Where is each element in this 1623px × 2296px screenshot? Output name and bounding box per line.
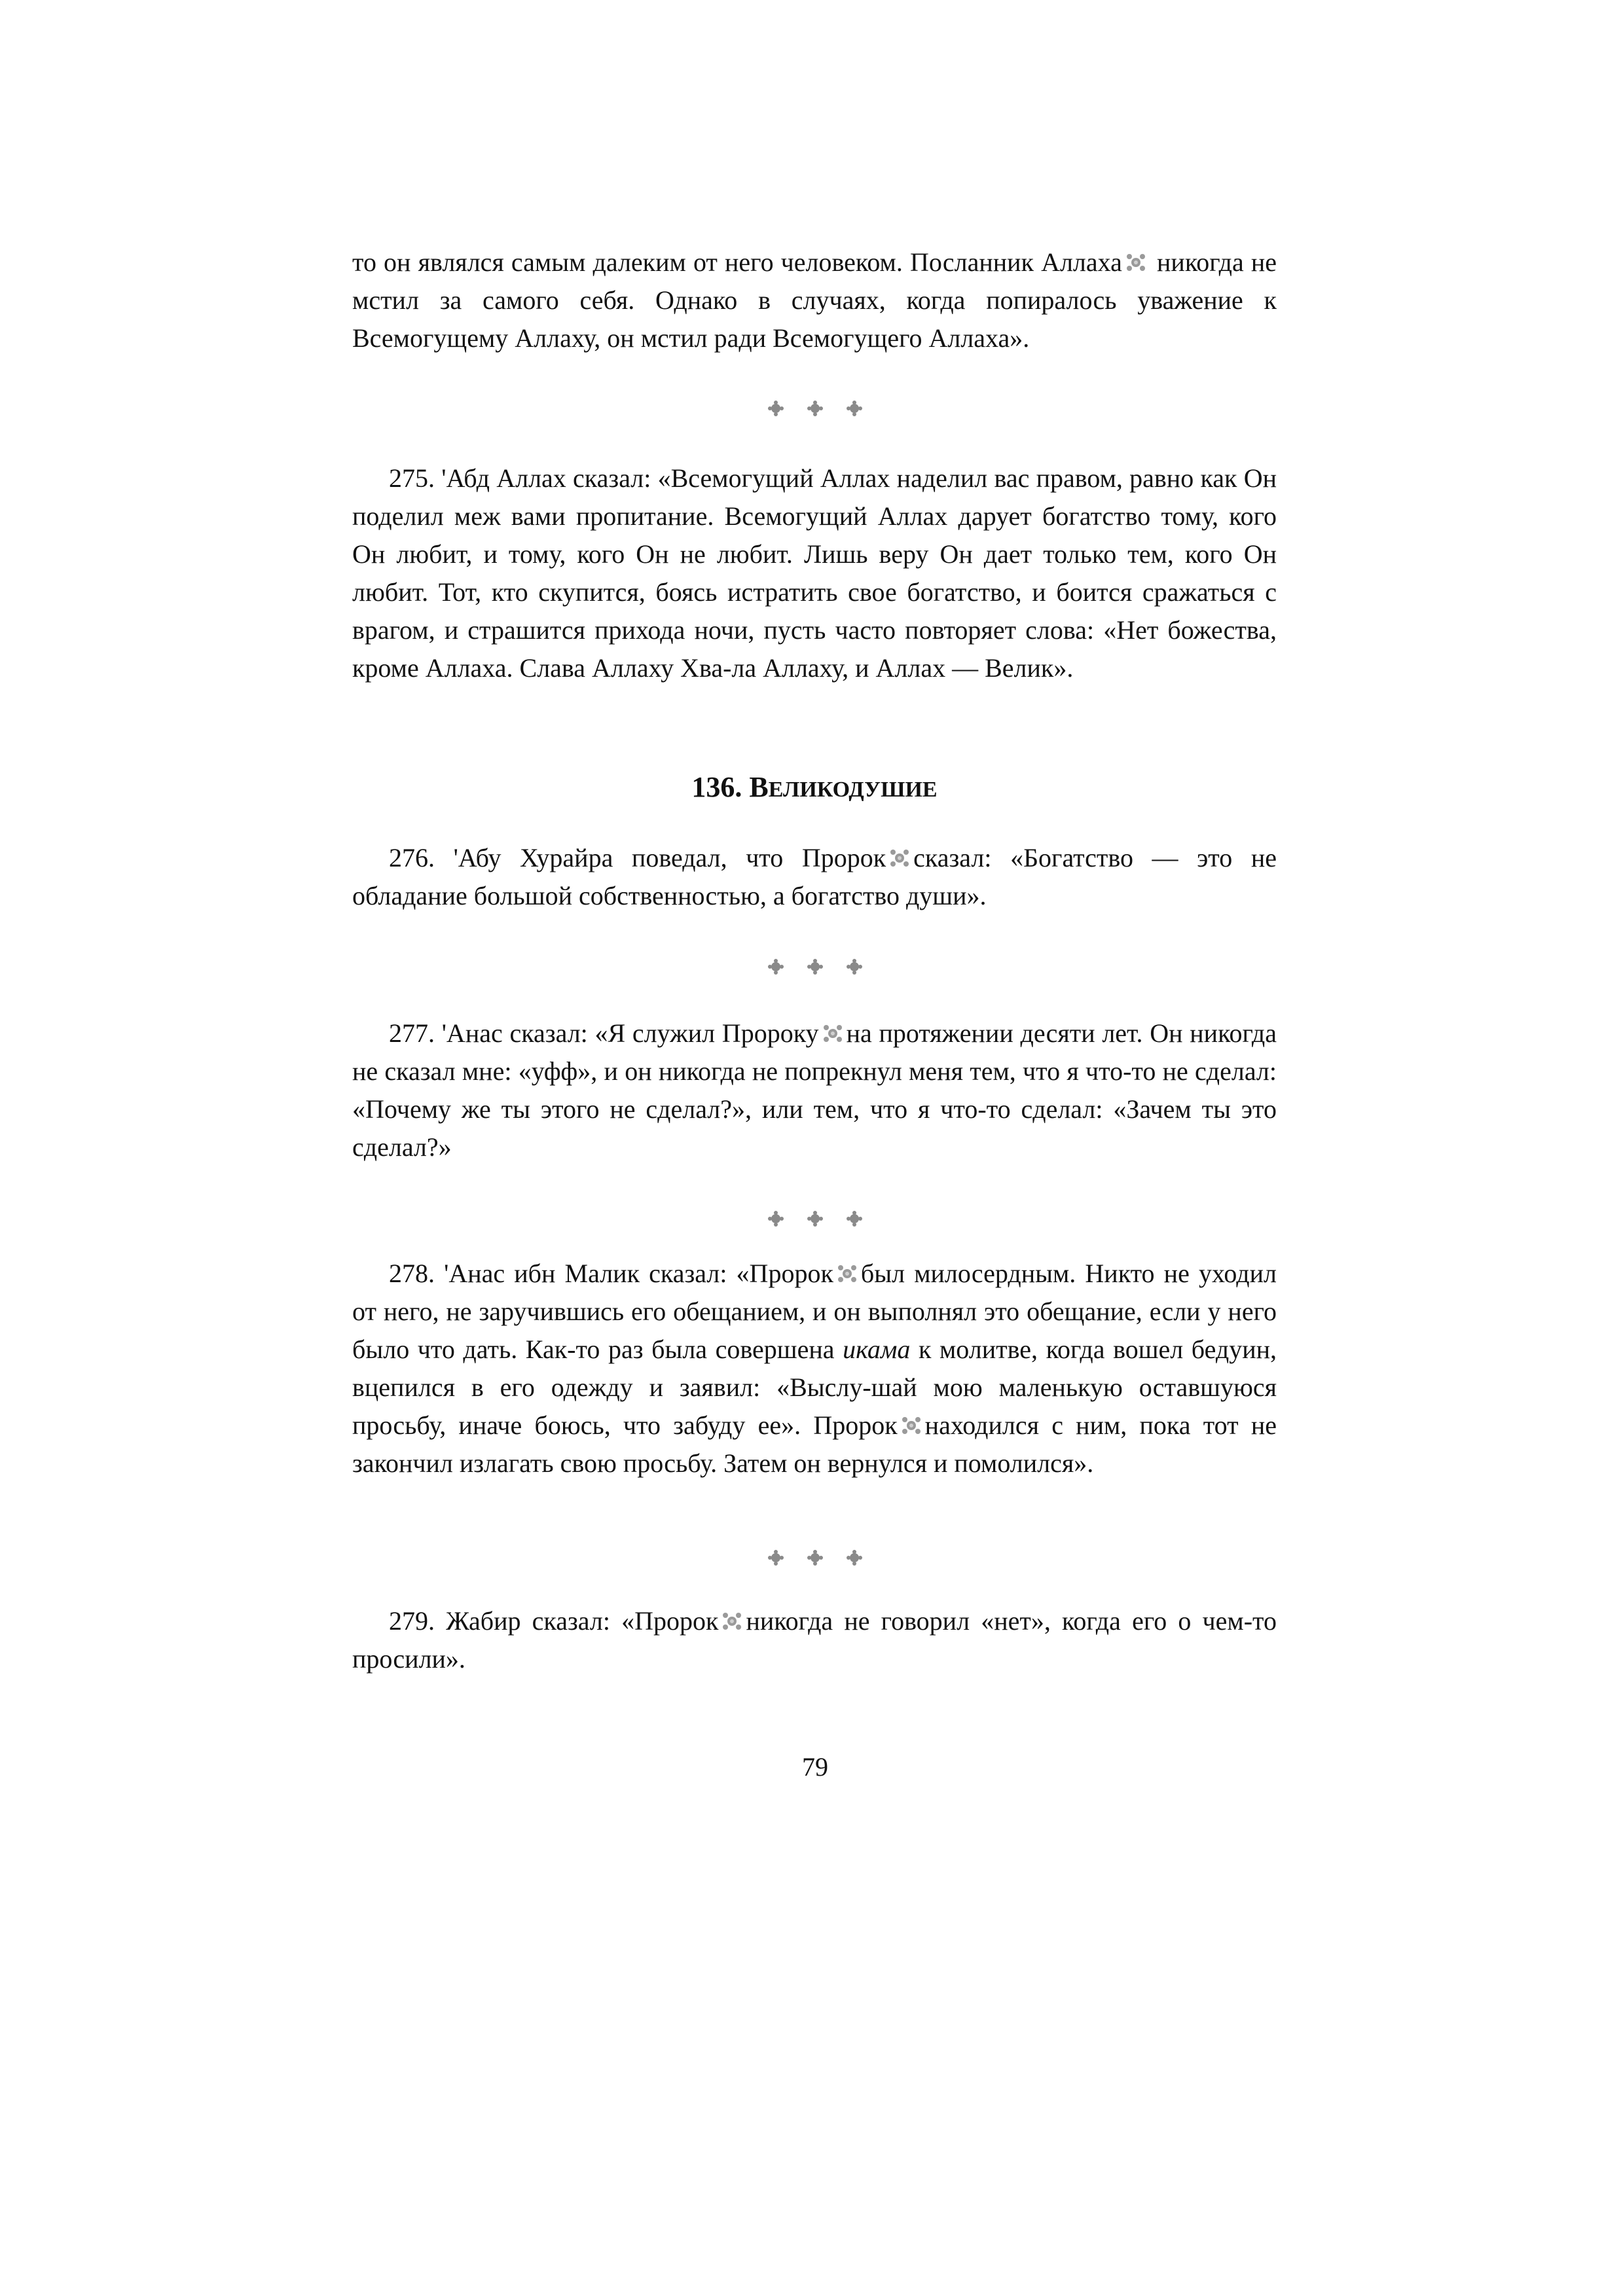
star-separator: [746, 1545, 884, 1571]
hadith-279: [352, 1602, 1277, 1678]
paragraph-text: находился с ним, пока тот не закончил излагать свою просьбу. Затем он вернулся и помолился».: [352, 1410, 1277, 1478]
paragraph-text: 279. Жабир сказал: «Пророк: [389, 1606, 719, 1636]
section-number: 136.: [691, 771, 742, 803]
salawat-icon: [721, 1610, 743, 1632]
salawat-icon: [888, 847, 911, 869]
paragraph-text: 278. 'Анас ибн Малик сказал: «Пророк: [389, 1259, 833, 1288]
paragraph-text: 275. 'Абд Аллах сказал: «Всемогущий Аллах наделил вас правом, равно как Он поделил меж вами пропитание. Всемогущий Аллах дарует богатство тому, кого Он любит, и тому, кого Он не любит. Лишь веру Он дает только тем, кого Он любит. Тот, кто скупится, боясь истратить свое богатство, и боится сражаться с врагом, и страшится прихода ночи, пусть часто повторяет слова: «Нет божества, кроме Аллаха. Слава Аллаху Хва-ла Аллаху, и Аллах — Велик».: [352, 463, 1277, 683]
paragraph-text: к молитве, когда вошел бедуин, вцепился в его одежду и заявил: «Выслу-шай мою маленькую оставшуюся просьбу, иначе боюсь, что забуду ее». Пророк: [352, 1335, 1277, 1440]
paragraph-text: 276. 'Абу Хурайра поведал, что Пророк: [389, 843, 886, 872]
salawat-icon: [836, 1263, 858, 1285]
hadith-278: [352, 1255, 1277, 1482]
paragraph-text: то он являлся самым далеким от него человеком. Посланник Аллаха: [352, 247, 1122, 277]
page-number: 79: [802, 1752, 828, 1782]
star-separator: [746, 395, 884, 422]
salawat-icon: [1125, 251, 1147, 274]
continuation-paragraph: [352, 243, 1277, 357]
star-separator: [746, 1206, 884, 1232]
star-separator: [746, 954, 884, 980]
hadith-277: [352, 1014, 1277, 1166]
paragraph-text: был милосердным. Никто не уходил от него, не заручившись его обещанием, и он выполнял это обещание, если у него было что дать. Как-то раз была совершена: [352, 1259, 1277, 1364]
hadith-275: [352, 459, 1277, 687]
paragraph-text: 277. 'Анас сказал: «Я служил Пророку: [389, 1018, 819, 1048]
italic-term: икама: [843, 1335, 911, 1364]
paragraph-text: никогда не мстил за самого себя. Однако в случаях, когда попиралось уважение к Всемогущему Аллаху, он мстил ради Всемогущего Аллаха».: [352, 247, 1277, 353]
salawat-icon: [900, 1414, 922, 1437]
section-title-rest: ЕЛИКОДУШИЕ: [768, 778, 938, 802]
salawat-icon: [822, 1022, 844, 1045]
paragraph-text: сказал: «Богатство — это не обладание большой собственностью, а богатство души».: [352, 843, 1277, 910]
section-title-initial: В: [749, 771, 769, 803]
paragraph-text: никогда не говорил «нет», когда его о чем-то просили».: [352, 1606, 1277, 1674]
section-heading: [352, 768, 1277, 809]
paragraph-text: на протяжении десяти лет. Он никогда не сказал мне: «уфф», и он никогда не попрекнул меня тем, что я что-то не сделал: «Почему же ты этого не сделал?», или тем, что я что-то сделал: «Зачем ты это сделал?»: [352, 1018, 1277, 1162]
hadith-276: [352, 839, 1277, 915]
